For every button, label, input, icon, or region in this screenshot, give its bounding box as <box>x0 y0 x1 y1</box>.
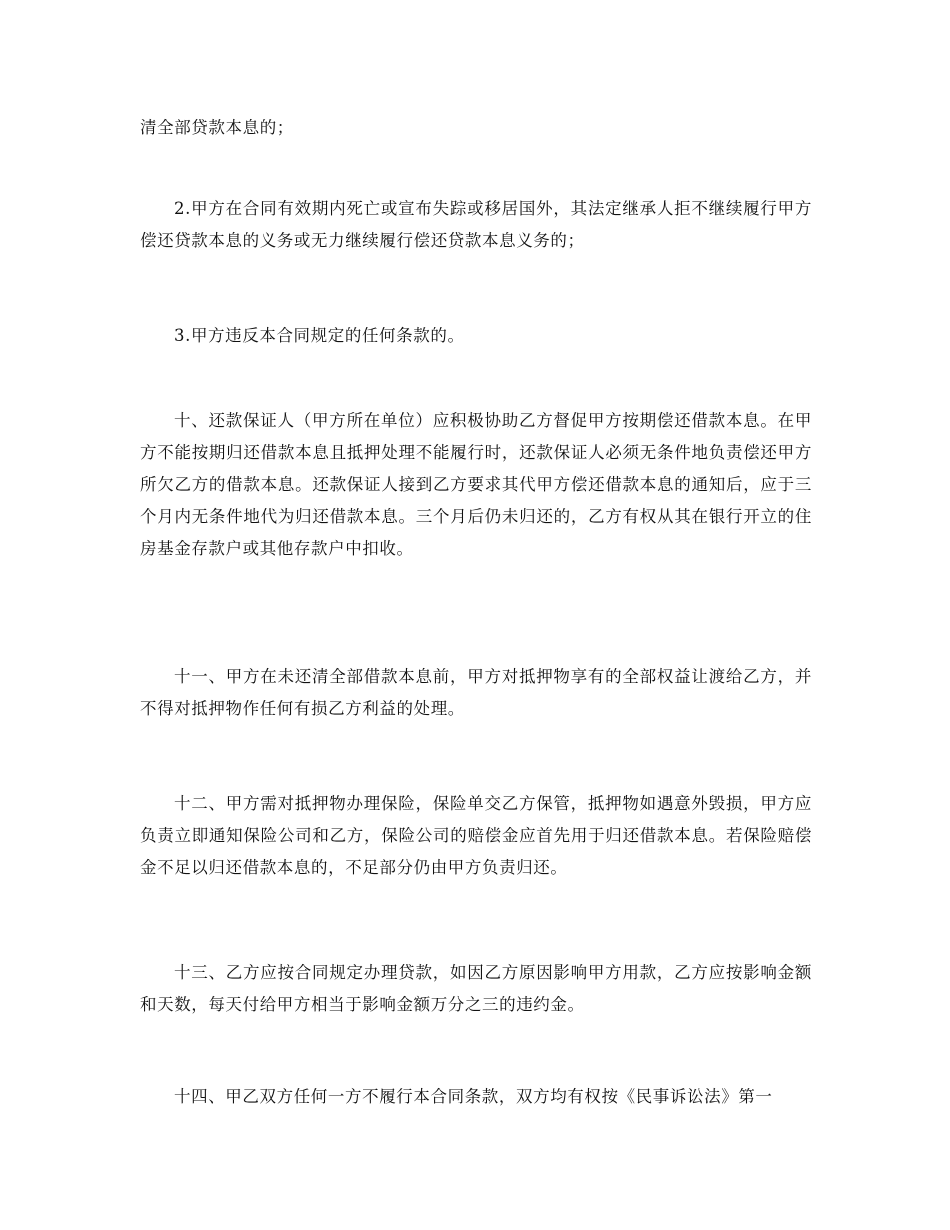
paragraph-clause-12: 十二、甲方需对抵押物办理保险，保险单交乙方保管，抵押物如遇意外毁损，甲方应负责立即通知保险公司和乙方，保险公司的赔偿金应首先用于归还借款本息。若保险赔偿金不足以归还借款本息的，不足部分仍由甲方负责归还。 <box>140 794 812 877</box>
paragraph-item-2: 2.甲方在合同有效期内死亡或宣布失踪或移居国外，其法定继承人拒不继续履行甲方偿还贷款本息的义务或无力继续履行偿还贷款本息义务的； <box>140 199 812 250</box>
paragraph-clause-14: 十四、甲乙双方任何一方不履行本合同条款，双方均有权按《民事诉讼法》第一 <box>174 1087 773 1106</box>
paragraph-clause-11: 十一、甲方在未还清全部借款本息前，甲方对抵押物享有的全部权益让渡给乙方，并不得对抵押物作任何有损乙方利益的处理。 <box>140 667 812 718</box>
paragraph-clause-10: 十、还款保证人（甲方所在单位）应积极协助乙方督促甲方按期偿还借款本息。在甲方不能按期归还借款本息且抵押处理不能履行时，还款保证人必须无条件地负责偿还甲方所欠乙方的借款本息。还款保证人接到乙方要求其代甲方偿还借款本息的通知后，应于三个月内无条件地代为归还借款本息。三个月后仍未归还的，乙方有权从其在银行开立的住房基金存款户或其他存款户中扣收。 <box>140 411 812 558</box>
paragraph-continuation: 清全部贷款本息的； <box>140 118 294 137</box>
paragraph-clause-13: 十三、乙方应按合同规定办理贷款，如因乙方原因影响甲方用款，乙方应按影响金额和天数，每天付给甲方相当于影响金额万分之三的违约金。 <box>140 963 812 1014</box>
paragraph-item-3: 3.甲方违反本合同规定的任何条款的。 <box>174 326 465 345</box>
